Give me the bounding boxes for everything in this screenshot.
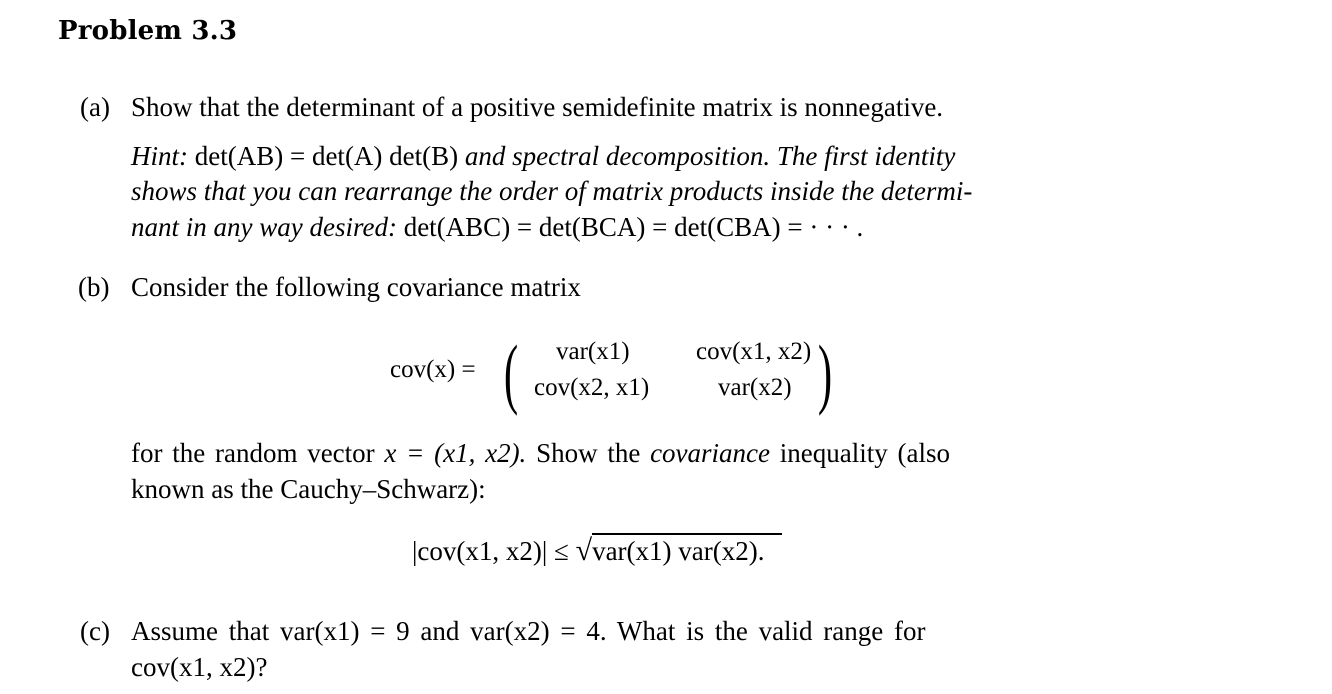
- matrix-cell-2-1: cov(x2, x1): [534, 374, 650, 401]
- part-c-text-line-1: Assume that var(x1) = 9 and var(x2) = 4. What is the valid range for: [131, 616, 926, 646]
- problem-title: Problem 3.3: [58, 16, 238, 46]
- part-a-hint-line-3: [131, 212, 863, 243]
- inequality-rhs: var(x1) var(x2).: [592, 536, 765, 566]
- matrix-left-paren: (: [503, 329, 519, 416]
- part-c-label: (c): [80, 616, 110, 646]
- hint-label: Hint:: [131, 141, 188, 171]
- sqrt-radicand: [592, 536, 764, 567]
- part-b-label: (b): [78, 272, 110, 302]
- matrix-lhs: cov(x) =: [390, 356, 476, 383]
- part-a-hint-line-1: [131, 141, 955, 172]
- hint-text-3: nant in any way desired:: [131, 212, 397, 242]
- hint-text-1: and spectral decomposition. The first identity: [464, 141, 956, 171]
- part-a-hint-line-2: shows that you can rearrange the order of matrix products inside the determi-: [131, 176, 973, 206]
- part-b-text-line-1: [131, 438, 950, 469]
- inequality-lhs: |cov(x1, x2)| ≤: [412, 536, 569, 566]
- sqrt-bar: [592, 533, 782, 535]
- matrix-right-paren: ): [817, 329, 833, 416]
- part-c-text-line-2: cov(x1, x2)?: [131, 652, 268, 682]
- text-1-e: inequality (also: [779, 438, 950, 468]
- random-vector-def: x = (x1, x2).: [384, 438, 527, 468]
- part-b-text-line-2: known as the Cauchy–Schwarz):: [131, 474, 486, 504]
- hint-identity-2: det(ABC) = det(BCA) = det(CBA) = · · · .: [403, 212, 864, 242]
- hint-identity: det(AB) = det(A) det(B): [194, 141, 459, 171]
- part-a-statement: Show that the determinant of a positive semidefinite matrix is nonnegative.: [131, 92, 944, 122]
- covariance-matrix-equation: [388, 329, 858, 416]
- text-1-c: Show the: [536, 438, 641, 468]
- part-a-label: (a): [80, 92, 110, 122]
- matrix-cell-1-1: var(x1): [556, 338, 630, 365]
- part-b-intro: Consider the following covariance matrix: [131, 272, 581, 302]
- matrix-cell-2-2: var(x2): [718, 374, 792, 401]
- covariance-emph: covariance: [650, 438, 771, 468]
- covariance-inequality: [412, 534, 765, 568]
- text-1-a: for the random vector: [131, 438, 375, 468]
- sqrt-symbol: √: [575, 534, 593, 567]
- matrix-cell-1-2: cov(x1, x2): [696, 338, 812, 365]
